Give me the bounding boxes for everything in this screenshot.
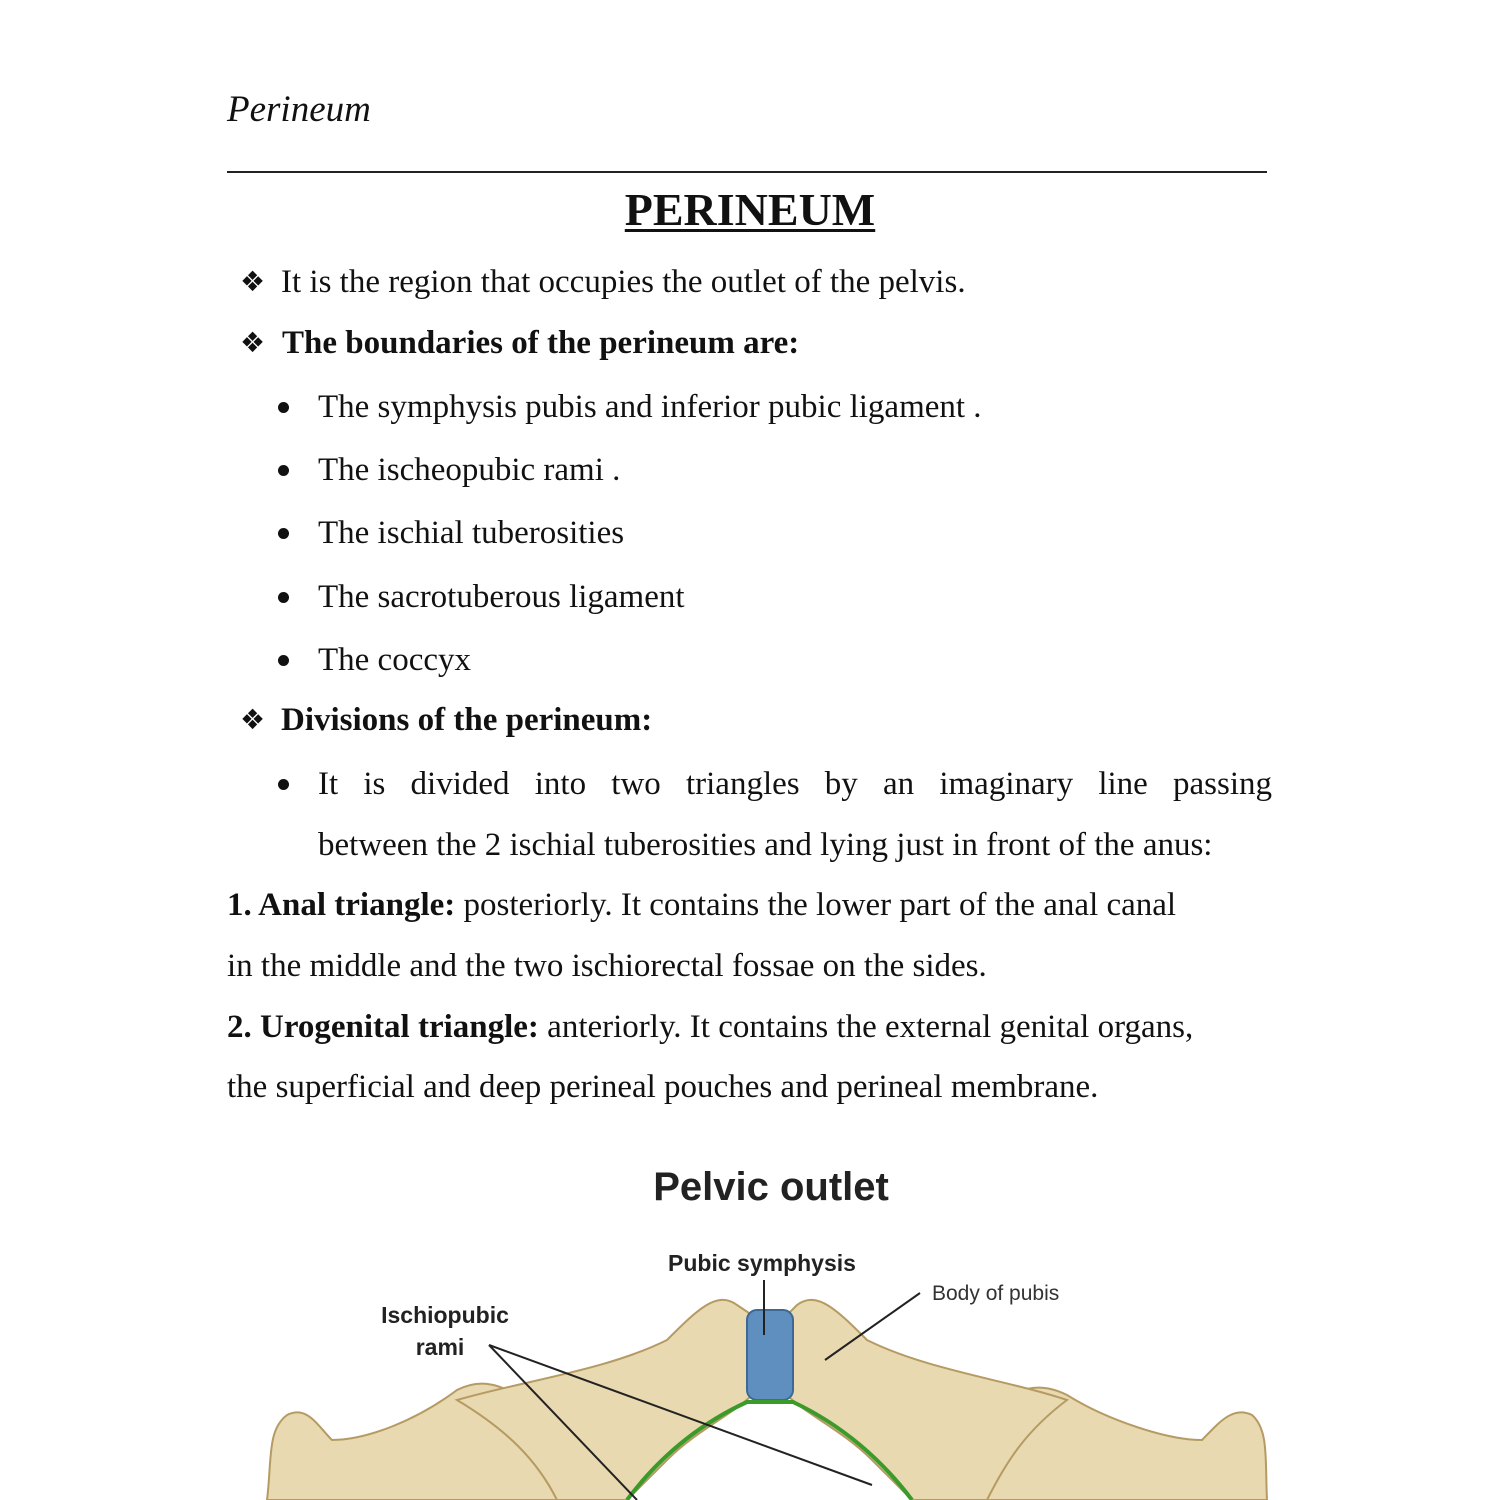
page-title: PERINEUM — [624, 184, 876, 235]
bullet-dot-icon — [278, 528, 289, 539]
bullet-dot-icon — [278, 779, 289, 790]
anal-triangle-line2: in the middle and the two ischiorectal fossae on the sides. — [227, 948, 987, 984]
urogenital-triangle-text: anteriorly. It contains the external genital organs, — [538, 1009, 1194, 1045]
list-item: The coccyx — [318, 642, 471, 678]
divisions-heading: Divisions of the perineum: — [281, 702, 653, 738]
bullet-dot-icon — [278, 655, 289, 666]
label-body-of-pubis: Body of pubis — [932, 1282, 1060, 1305]
anal-triangle-label: 1. Anal triangle: — [227, 887, 456, 923]
divisions-text-line2: between the 2 ischial tuberosities and lying just in front of the anus: — [318, 827, 1213, 863]
urogenital-triangle-line1 — [227, 1007, 1193, 1047]
intro-text: It is the region that occupies the outlet of the pelvis. — [281, 264, 966, 300]
label-ischiopubic-line2: rami — [415, 1334, 465, 1360]
diamond-bullet-icon: ❖ — [240, 265, 266, 298]
label-ischiopubic-line1: Ischiopubic — [381, 1302, 509, 1328]
running-header: Perineum — [227, 89, 371, 130]
diamond-bullet-icon: ❖ — [240, 703, 266, 736]
pelvic-outlet-figure — [227, 1140, 1277, 1500]
list-item: The ischial tuberosities — [318, 515, 625, 551]
urogenital-triangle-label: 2. Urogenital triangle: — [227, 1009, 539, 1045]
divisions-text-line1: It is divided into two triangles by an imaginary line passing — [318, 766, 1272, 802]
figure-title: Pelvic outlet — [653, 1165, 889, 1209]
list-item: The symphysis pubis and inferior pubic ligament . — [318, 389, 982, 425]
label-pubic-symphysis: Pubic symphysis — [668, 1250, 856, 1276]
bullet-dot-icon — [278, 402, 289, 413]
list-item: The ischeopubic rami . — [318, 452, 621, 488]
pubic-symphysis-cartilage — [747, 1310, 793, 1400]
header-rule — [227, 171, 1267, 173]
bullet-dot-icon — [278, 592, 289, 603]
bullet-dot-icon — [278, 465, 289, 476]
list-item: The sacrotuberous ligament — [318, 579, 685, 615]
boundaries-heading: The boundaries of the perineum are: — [282, 325, 800, 361]
diamond-bullet-icon: ❖ — [240, 326, 266, 359]
urogenital-triangle-line2: the superficial and deep perineal pouches and perineal membrane. — [227, 1069, 1099, 1105]
anal-triangle-line1 — [227, 885, 1176, 925]
anal-triangle-text: posteriorly. It contains the lower part of the anal canal — [455, 887, 1177, 923]
pelvic-outlet-illustration — [227, 1140, 1277, 1500]
